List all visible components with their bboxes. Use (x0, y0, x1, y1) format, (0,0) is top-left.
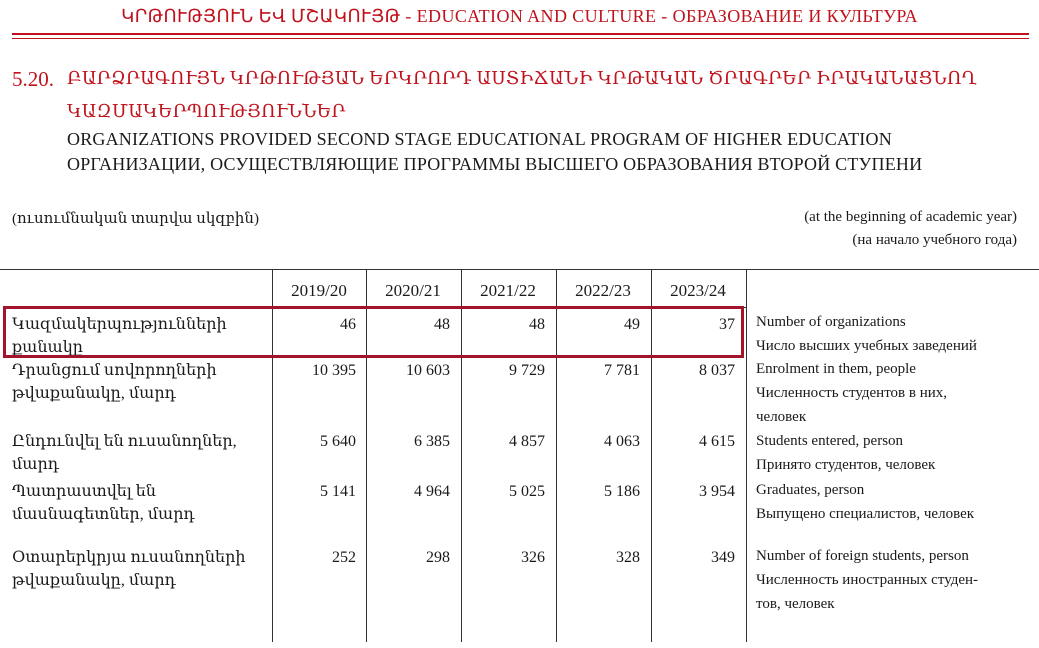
table-cell: 8 037 (699, 362, 735, 379)
table-cell: 4 063 (604, 433, 640, 450)
row-label-armenian: Օտարերկրյա ուսանողների թվաքանակը, մարդ (12, 549, 246, 589)
table-cell: 10 395 (312, 362, 356, 379)
title-armenian-line1: ԲԱՐՁՐԱԳՈՒՅՆ ԿՐԹՈՒԹՅԱՆ ԵՐԿՐՈՐԴ ԱՍՏԻՃԱՆԻ ԿՐԹԱԿԱՆ ԾՐԱԳՐԵՐ ԻՐԱԿԱՆԱՑՆՈՂ (67, 68, 977, 88)
table-cell: 48 (434, 316, 450, 333)
row-label-en-ru: Graduates, person Выпущено специалистов, человек (756, 482, 975, 522)
table-cell: 4 857 (509, 433, 545, 450)
year-header: 2020/21 (385, 281, 441, 300)
title-english: ORGANIZATIONS PROVIDED SECOND STAGE EDUCATIONAL PROGRAM OF HIGHER EDUCATION (67, 129, 892, 149)
row-label-en-ru: Number of foreign students, person Численность иностранных студен- тов, человек (756, 548, 979, 612)
title-armenian-line2: ԿԱԶՄԱԿԵՐՊՈՒԹՅՈՒՆՆԵՐ (67, 101, 346, 121)
table-column-divider (746, 269, 747, 642)
table-cell: 349 (711, 549, 735, 566)
table-cell: 5 640 (320, 433, 356, 450)
row-label-armenian: Դրանցում սովորողների թվաքանակը, մարդ (12, 362, 217, 402)
row-label-armenian: Պատրաստվել են մասնագետներ, մարդ (12, 483, 195, 523)
table-cell: 5 186 (604, 483, 640, 500)
table-cell: 252 (332, 549, 356, 566)
row-label-en-ru: Number of organizations Число высших учебных заведений (756, 314, 977, 354)
year-header: 2021/22 (480, 281, 536, 300)
table-cell: 48 (529, 316, 545, 333)
row-label-en-ru: Enrolment in them, people Численность студентов в них, человек (756, 361, 948, 425)
note-russian: (на начало учебного года) (852, 232, 1017, 248)
row-label-en-ru: Students entered, person Принято студентов, человек (756, 433, 936, 473)
year-header: 2022/23 (575, 281, 631, 300)
table-cell: 7 781 (604, 362, 640, 379)
note-english: (at the beginning of academic year) (804, 209, 1017, 225)
table-cell: 49 (624, 316, 640, 333)
table-cell: 4 964 (414, 483, 450, 500)
table-cell: 37 (719, 316, 735, 333)
highlight-box (3, 306, 744, 358)
banner-rule-thick (12, 33, 1029, 35)
banner-rule-thin (12, 38, 1029, 39)
section-number: 5.20. (12, 67, 54, 91)
row-label-armenian: Ընդունվել են ուսանողներ, մարդ (12, 433, 237, 473)
table-cell: 46 (340, 316, 356, 333)
note-armenian: (ուսումնական տարվա սկզբին) (12, 211, 259, 227)
table-cell: 326 (521, 549, 545, 566)
table-top-rule (0, 269, 1039, 270)
table-cell: 5 141 (320, 483, 356, 500)
table-cell: 298 (426, 549, 450, 566)
table-cell: 9 729 (509, 362, 545, 379)
year-header: 2019/20 (291, 281, 347, 300)
chapter-banner: ԿՐԹՈՒԹՅՈՒՆ ԵՎ ՄՇԱԿՈՒՅԹ - EDUCATION AND CULTURE - ОБРАЗОВАНИЕ И КУЛЬТУРА (121, 6, 918, 26)
table-cell: 6 385 (414, 433, 450, 450)
table-cell: 3 954 (699, 483, 735, 500)
year-header: 2023/24 (670, 281, 726, 300)
title-russian: ОРГАНИЗАЦИИ, ОСУЩЕСТВЛЯЮЩИЕ ПРОГРАММЫ ВЫСШЕГО ОБРАЗОВАНИЯ ВТОРОЙ СТУПЕНИ (67, 154, 923, 174)
table-cell: 328 (616, 549, 640, 566)
row-label-armenian: Կազմակերպությունների քանակը (12, 316, 227, 356)
table-cell: 10 603 (406, 362, 450, 379)
table-cell: 5 025 (509, 483, 545, 500)
table-cell: 4 615 (699, 433, 735, 450)
